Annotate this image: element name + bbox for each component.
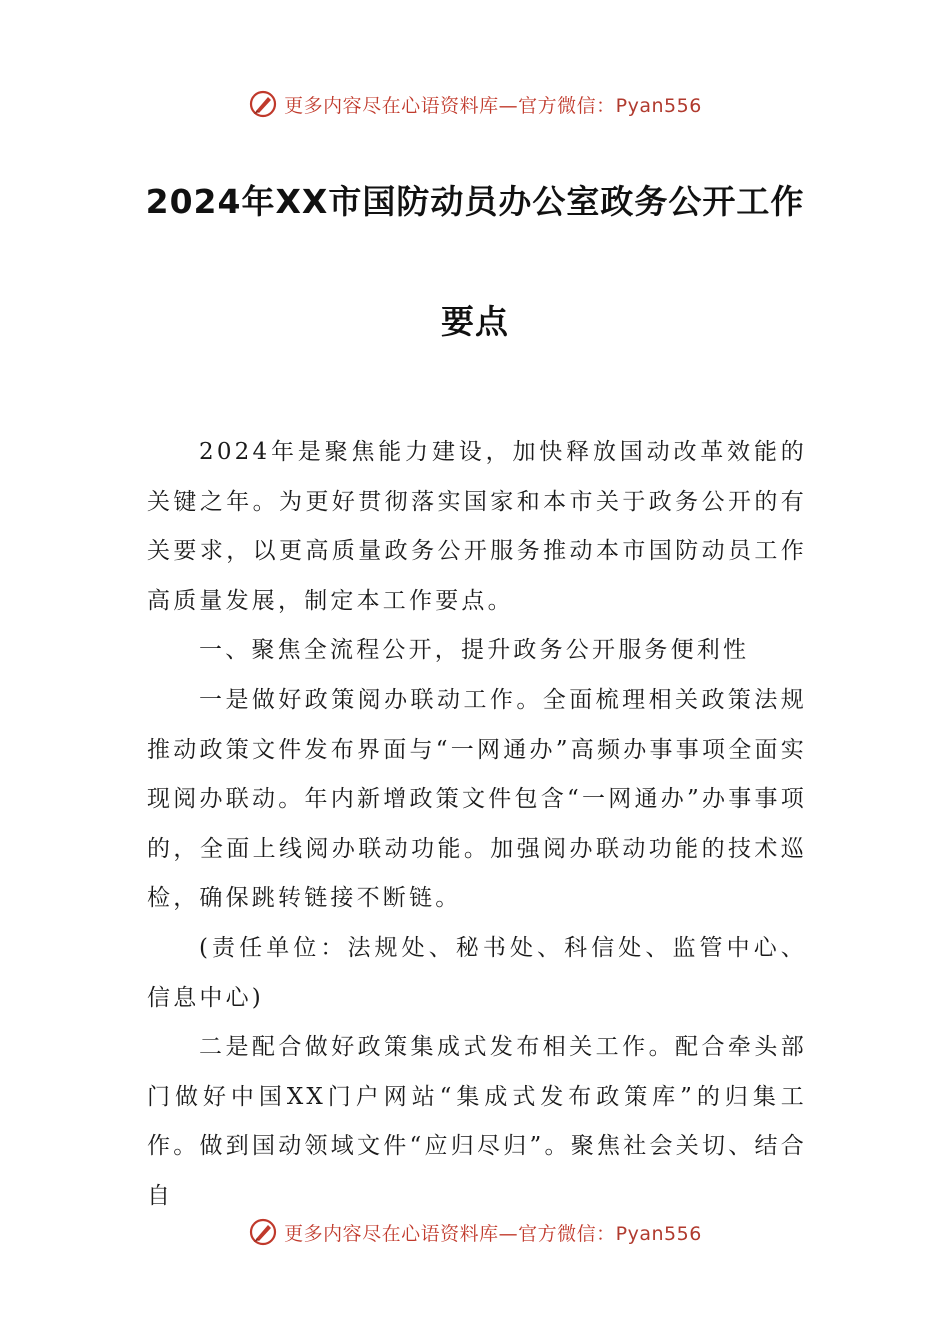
- paragraph-responsibility: (责任单位：法规处、秘书处、科信处、监管中心、信息中心): [147, 934, 807, 1011]
- pen-nib-logo-icon: [248, 1217, 278, 1247]
- watermark-wechat-id: Pyan556: [615, 1222, 702, 1245]
- paragraph-item-1: 一是做好政策阅办联动工作。全面梳理相关政策法规推动政策文件发布界面与“一网通办”高频办事事项全面实现阅办联动。年内新增政策文件包含“一网通办”办事事项的，全面上线阅办联动功能。加强阅办联动功能的技术巡检，确保跳转链接不断链。: [147, 686, 807, 912]
- watermark-wechat-id: Pyan556: [615, 94, 702, 117]
- pen-nib-logo-icon: [248, 89, 278, 119]
- paragraph-item-2: 二是配合做好政策集成式发布相关工作。配合牵头部门做好中国XX门户网站“集成式发布政策库”的归集工作。做到国动领域文件“应归尽归”。聚焦社会关切、结合自: [147, 1034, 807, 1209]
- section-heading-1: 一、聚焦全流程公开，提升政务公开服务便利性: [199, 637, 750, 664]
- document-title-line1: 2024年XX市国防动员办公室政务公开工作: [145, 182, 805, 221]
- document-body: [147, 428, 807, 1222]
- document-title-line2: 要点: [441, 302, 509, 341]
- paragraph-intro: 2024年是聚焦能力建设，加快释放国动改革效能的关键之年。为更好贯彻落实国家和本市关于政务公开的有关要求，以更高质量政务公开服务推动本市国防动员工作高质量发展，制定本工作要点。: [147, 439, 807, 614]
- watermark-top: [0, 84, 950, 124]
- watermark-text: [284, 1219, 702, 1246]
- watermark-bottom: [0, 1212, 950, 1252]
- watermark-main-text: 更多内容尽在心语资料库—官方微信：: [284, 1222, 616, 1245]
- watermark-text: [284, 91, 702, 118]
- watermark-main-text: 更多内容尽在心语资料库—官方微信：: [284, 94, 616, 117]
